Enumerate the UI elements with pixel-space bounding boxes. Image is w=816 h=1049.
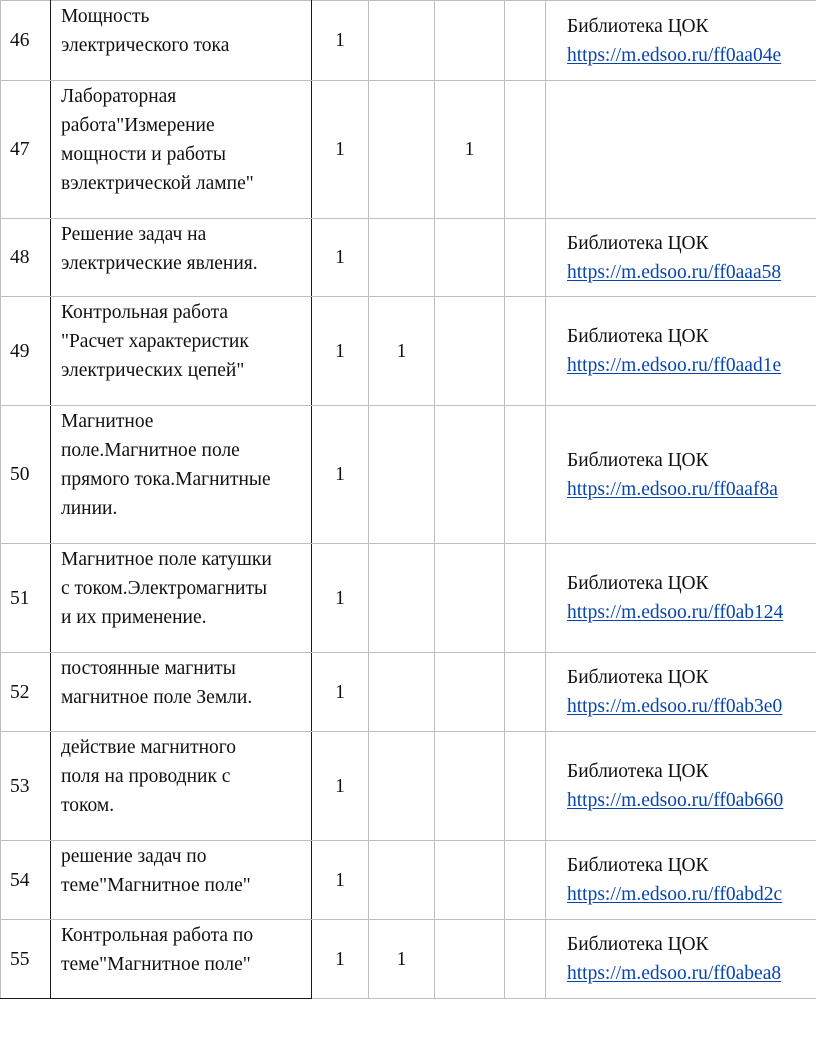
practical-hours-cell — [435, 219, 505, 297]
resource-link-line — [567, 692, 816, 721]
practical-hours-cell: 1 — [435, 81, 505, 219]
resource-link[interactable]: https://m.edsoo.ru/ff0aaa58 — [567, 261, 782, 283]
lesson-topic-cell — [51, 653, 312, 732]
practical-hours-cell — [435, 920, 505, 999]
lesson-number-cell: 47 — [1, 81, 51, 219]
practical-hours-cell — [435, 841, 505, 920]
resource-link-line — [567, 598, 816, 627]
resource-link[interactable]: https://m.edsoo.ru/ff0aa04e — [567, 44, 782, 66]
resource-link[interactable]: https://m.edsoo.ru/ff0aaf8a — [567, 478, 778, 500]
lesson-topic-cell — [51, 1, 312, 81]
lesson-topic-cell — [51, 406, 312, 544]
total-hours-cell: 1 — [312, 1, 369, 81]
practical-hours-cell — [435, 653, 505, 732]
topic-line: действие магнитного — [61, 737, 237, 758]
control-hours-cell — [369, 841, 435, 920]
lesson-topic-cell — [51, 920, 312, 999]
topic-line: мощности и работы — [61, 144, 227, 165]
resource-link-line — [567, 475, 816, 504]
topic-line: поля на проводник с — [61, 766, 231, 787]
total-hours-cell: 1 — [312, 544, 369, 653]
library-label: Библиотека ЦОК — [567, 326, 709, 347]
topic-line: работа"Измерение — [61, 115, 215, 136]
lesson-topic-cell — [51, 841, 312, 920]
table-row — [1, 297, 816, 406]
resource-cell — [546, 406, 816, 544]
table-row — [1, 841, 816, 920]
control-hours-cell — [369, 732, 435, 841]
topic-line: Лабораторная — [61, 86, 177, 107]
resource-link[interactable]: https://m.edsoo.ru/ff0ab124 — [567, 602, 784, 623]
topic-line: решение задач по — [61, 846, 207, 867]
lesson-number-cell: 52 — [1, 653, 51, 732]
lesson-number-cell: 50 — [1, 406, 51, 544]
resource-link-line — [567, 880, 816, 909]
topic-line: магнитное поле Земли. — [61, 687, 253, 708]
date-cell — [505, 544, 546, 653]
lesson-number-cell: 46 — [1, 1, 51, 81]
total-hours-cell: 1 — [312, 81, 369, 219]
topic-line: теме"Магнитное поле" — [61, 954, 251, 975]
topic-line: поле.Магнитное поле — [61, 440, 240, 461]
table-row — [1, 406, 816, 544]
date-cell — [505, 920, 546, 999]
resource-link-line — [567, 351, 816, 380]
resource-cell — [546, 732, 816, 841]
topic-line: прямого тока.Магнитные — [61, 469, 271, 490]
total-hours-cell: 1 — [312, 732, 369, 841]
lesson-number-cell: 51 — [1, 544, 51, 653]
library-label: Библиотека ЦОК — [567, 855, 709, 876]
topic-line: током. — [61, 795, 115, 816]
library-label: Библиотека ЦОК — [567, 573, 709, 594]
date-cell — [505, 653, 546, 732]
lesson-topic-cell — [51, 219, 312, 297]
table-row — [1, 219, 816, 297]
resource-link[interactable]: https://m.edsoo.ru/ff0ab660 — [567, 790, 784, 811]
topic-line: вэлектрической лампе" — [61, 173, 254, 194]
topic-line: Решение задач на — [61, 224, 207, 245]
topic-line: Магнитное поле катушки — [61, 549, 272, 570]
practical-hours-cell — [435, 297, 505, 406]
date-cell — [505, 297, 546, 406]
topic-line: постоянные магниты — [61, 658, 236, 679]
control-hours-cell — [369, 219, 435, 297]
lesson-number-cell: 49 — [1, 297, 51, 406]
resource-link[interactable]: https://m.edsoo.ru/ff0aad1e — [567, 355, 782, 376]
lesson-rows — [1, 1, 816, 999]
table-row — [1, 920, 816, 999]
library-label: Библиотека ЦОК — [567, 15, 709, 37]
resource-cell — [546, 544, 816, 653]
date-cell — [505, 406, 546, 544]
practical-hours-cell — [435, 1, 505, 81]
resource-cell — [546, 1, 816, 81]
resource-cell — [546, 841, 816, 920]
library-label: Библиотека ЦОК — [567, 761, 709, 782]
lesson-number-cell: 55 — [1, 920, 51, 999]
topic-line: с током.Электромагниты — [61, 578, 268, 599]
date-cell — [505, 81, 546, 219]
date-cell — [505, 732, 546, 841]
resource-link-line — [567, 786, 816, 815]
lesson-topic-cell — [51, 732, 312, 841]
practical-hours-cell — [435, 406, 505, 544]
total-hours-cell: 1 — [312, 920, 369, 999]
table-row — [1, 653, 816, 732]
control-hours-cell — [369, 81, 435, 219]
library-label: Библиотека ЦОК — [567, 232, 709, 254]
library-label: Библиотека ЦОК — [567, 667, 709, 688]
resource-link-line — [567, 258, 816, 287]
table-row — [1, 732, 816, 841]
lesson-topic-cell — [51, 544, 312, 653]
resource-link[interactable]: https://m.edsoo.ru/ff0abd2c — [567, 884, 783, 905]
total-hours-cell: 1 — [312, 653, 369, 732]
lesson-topic-cell — [51, 81, 312, 219]
topic-line: Контрольная работа — [61, 302, 229, 323]
table-row — [1, 1, 816, 81]
lesson-number-cell: 54 — [1, 841, 51, 920]
resource-link-line — [567, 41, 816, 70]
resource-cell — [546, 81, 816, 219]
resource-cell — [546, 297, 816, 406]
topic-line: теме"Магнитное поле" — [61, 875, 251, 896]
date-cell — [505, 841, 546, 920]
date-cell — [505, 1, 546, 81]
total-hours-cell: 1 — [312, 297, 369, 406]
resource-link[interactable]: https://m.edsoo.ru/ff0abea8 — [567, 963, 782, 984]
topic-line: электрические явления. — [61, 253, 258, 274]
topic-line: "Расчет характеристик — [61, 331, 249, 352]
practical-hours-cell — [435, 544, 505, 653]
control-hours-cell — [369, 653, 435, 732]
practical-hours-cell — [435, 732, 505, 841]
table-row — [1, 544, 816, 653]
library-label: Библиотека ЦОК — [567, 449, 709, 471]
lesson-topic-cell — [51, 297, 312, 406]
total-hours-cell: 1 — [312, 406, 369, 544]
control-hours-cell: 1 — [369, 920, 435, 999]
table-row — [1, 81, 816, 219]
resource-cell — [546, 920, 816, 999]
lesson-number-cell: 53 — [1, 732, 51, 841]
total-hours-cell: 1 — [312, 219, 369, 297]
topic-line: и их применение. — [61, 607, 207, 628]
resource-cell — [546, 653, 816, 732]
resource-link-line — [567, 959, 816, 988]
topic-line: электрических цепей" — [61, 360, 245, 381]
resource-cell — [546, 219, 816, 297]
control-hours-cell — [369, 544, 435, 653]
total-hours-cell: 1 — [312, 841, 369, 920]
library-label: Библиотека ЦОК — [567, 934, 709, 955]
control-hours-cell — [369, 1, 435, 81]
topic-line: Контрольная работа по — [61, 925, 254, 946]
topic-line: линии. — [61, 498, 118, 519]
control-hours-cell — [369, 406, 435, 544]
topic-line: Магнитное — [61, 411, 154, 432]
date-cell — [505, 219, 546, 297]
resource-link[interactable]: https://m.edsoo.ru/ff0ab3e0 — [567, 696, 783, 717]
topic-line: электрического тока — [61, 35, 230, 56]
lesson-number-cell: 48 — [1, 219, 51, 297]
topic-line: Мощность — [61, 6, 150, 27]
control-hours-cell: 1 — [369, 297, 435, 406]
